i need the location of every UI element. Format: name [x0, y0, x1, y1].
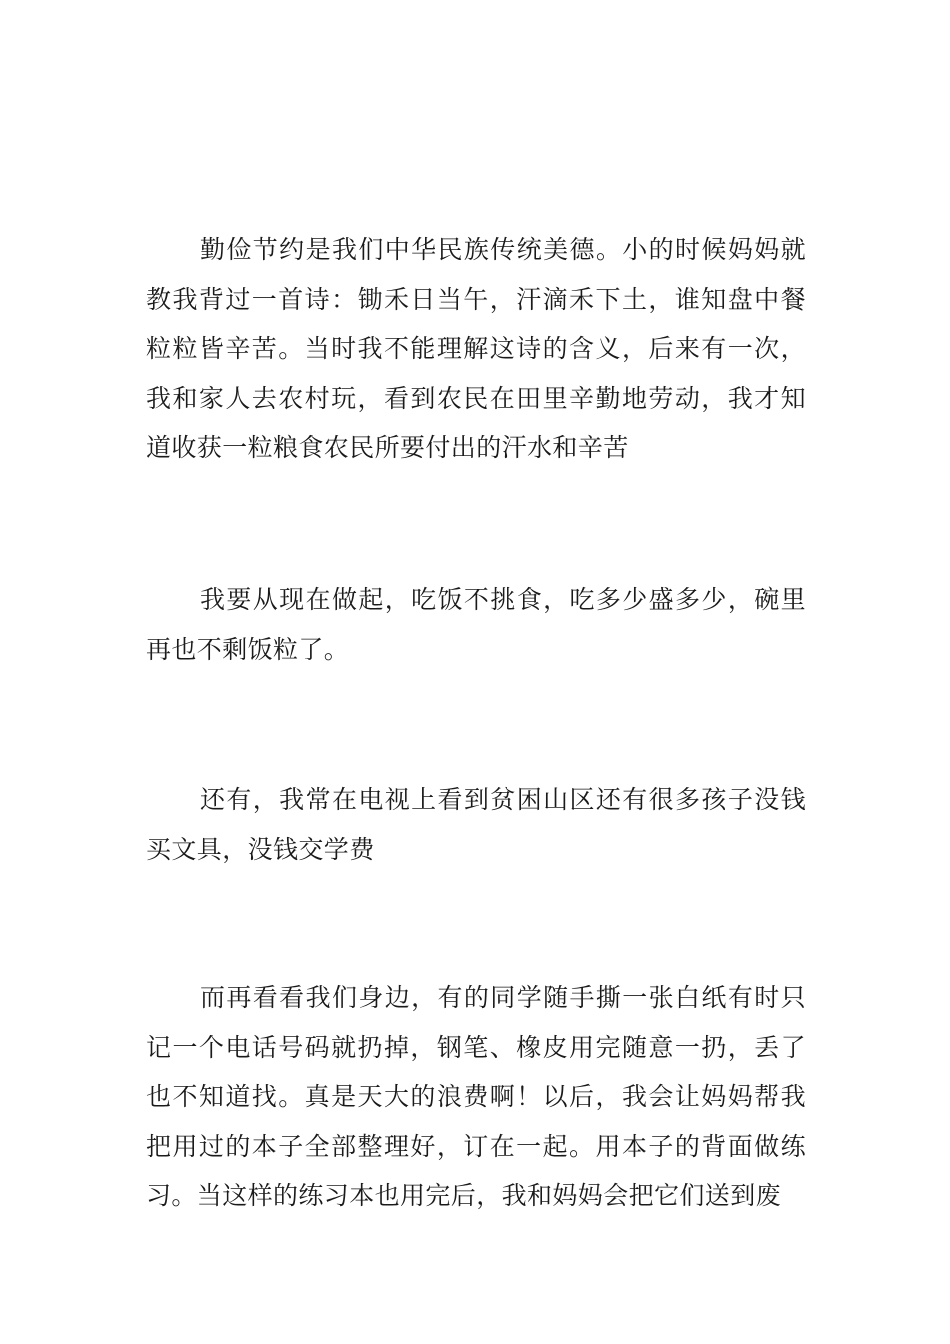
paragraph-poor-children: 还有，我常在电视上看到贫困山区还有很多孩子没钱买文具，没钱交学费 [146, 785, 806, 864]
paragraph-paper-waste: 而再看看我们身边，有的同学随手撕一张白纸有时只记一个电话号码就扔掉，钢笔、橡皮用完随意一扔，丢了也不知道找。真是天大的浪费啊！以后，我会让妈妈帮我把用过的本子全部整理好，订在一起。用本子的背面做练习。当这样的练习本也用完后，我和妈妈会把它们送到废 [146, 983, 806, 1210]
paragraph-thrift-poem: 勤俭节约是我们中华民族传统美德。小的时候妈妈就教我背过一首诗：锄禾日当午，汗滴禾下土，谁知盘中餐粒粒皆辛苦。当时我不能理解这诗的含义，后来有一次，我和家人去农村玩，看到农民在田里辛勤地劳动，我才知道收获一粒粮食农民所要付出的汗水和辛苦 [146, 235, 806, 462]
paragraph-no-food-waste: 我要从现在做起，吃饭不挑食，吃多少盛多少，碗里再也不剩饭粒了。 [146, 585, 806, 664]
